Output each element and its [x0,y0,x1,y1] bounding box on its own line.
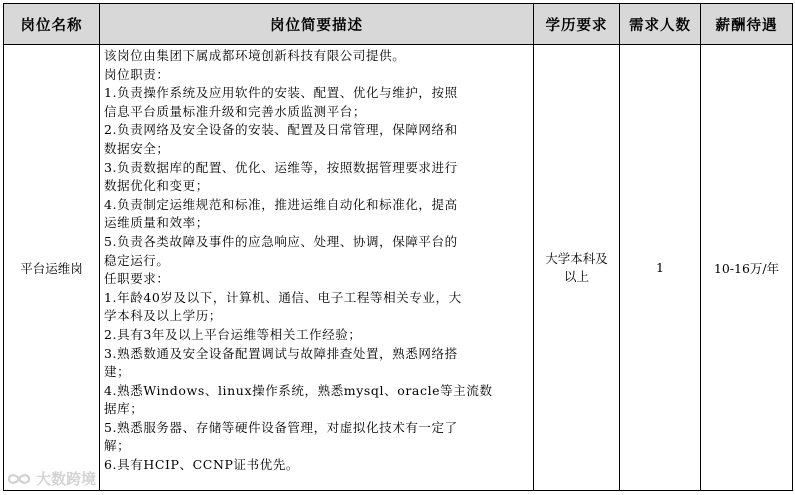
description-line: 信息平台质量标准升级和完善水质监测平台； [104,103,367,119]
description-line: 6.具有HCIP、CCNP证书优先。 [104,457,300,473]
header-position-name: 岗位名称 [4,4,100,45]
education-line: 以上 [563,268,589,284]
description-line: 建； [104,364,131,380]
description-line: 任职要求： [104,271,170,287]
cell-education [534,45,620,491]
description-line: 2.具有3年及以上平台运维等相关工作经验； [104,326,362,342]
header-education: 学历要求 [534,4,620,45]
description-line: 5.熟悉服务器、存储等硬件设备管理，对虚拟化技术有一定了 [104,419,458,435]
job-posting-table [3,3,793,491]
description-line: 数据安全； [104,140,170,156]
header-description: 岗位简要描述 [100,4,534,45]
description-line: 该岗位由集团下属成都环境创新科技有限公司提供。 [104,48,406,63]
cell-headcount: 1 [620,45,701,491]
description-line: 4.负责制定运维规范和标准，推进运维自动化和标准化，提高 [104,196,458,212]
description-line: 运维质量和效率； [104,215,209,231]
header-salary: 薪酬待遇 [701,4,793,45]
cell-salary: 10-16万/年 [701,45,793,491]
description-line: 稳定运行。 [104,252,170,268]
description-line: 2.负责网络及安全设备的安装、配置及日常管理，保障网络和 [104,122,458,138]
description-line: 学本科及以上学历； [104,308,222,324]
education-line: 大学本科及 [545,250,608,266]
cell-description [100,45,534,491]
cell-position-name: 平台运维岗 [4,45,100,491]
description-line: 3.熟悉数通及安全设备配置调试与故障排查处置，熟悉网络搭 [104,345,458,361]
description-line: 解； [104,438,131,454]
description-line: 据库； [104,401,144,417]
table-row [4,45,793,491]
description-line: 1.负责操作系统及应用软件的安装、配置、优化与维护，按照 [104,85,458,101]
table-header-row [4,4,793,45]
watermark-text: 大数跨境 [36,470,97,488]
infinity-logo-icon [6,471,32,487]
description-line: 5.负责各类故障及事件的应急响应、处理、协调，保障平台的 [104,233,458,249]
header-headcount: 需求人数 [620,4,701,45]
watermark [6,468,96,489]
description-line: 数据优化和变更； [104,178,209,194]
description-line: 岗位职责： [104,66,170,82]
description-line: 3.负责数据库的配置、优化、运维等，按照数据管理要求进行 [104,159,458,175]
description-line: 4.熟悉Windows、linux操作系统，熟悉mysql、oracle等主流数 [104,382,493,398]
description-line: 1.年龄40岁及以下，计算机、通信、电子工程等相关专业，大 [104,289,462,305]
